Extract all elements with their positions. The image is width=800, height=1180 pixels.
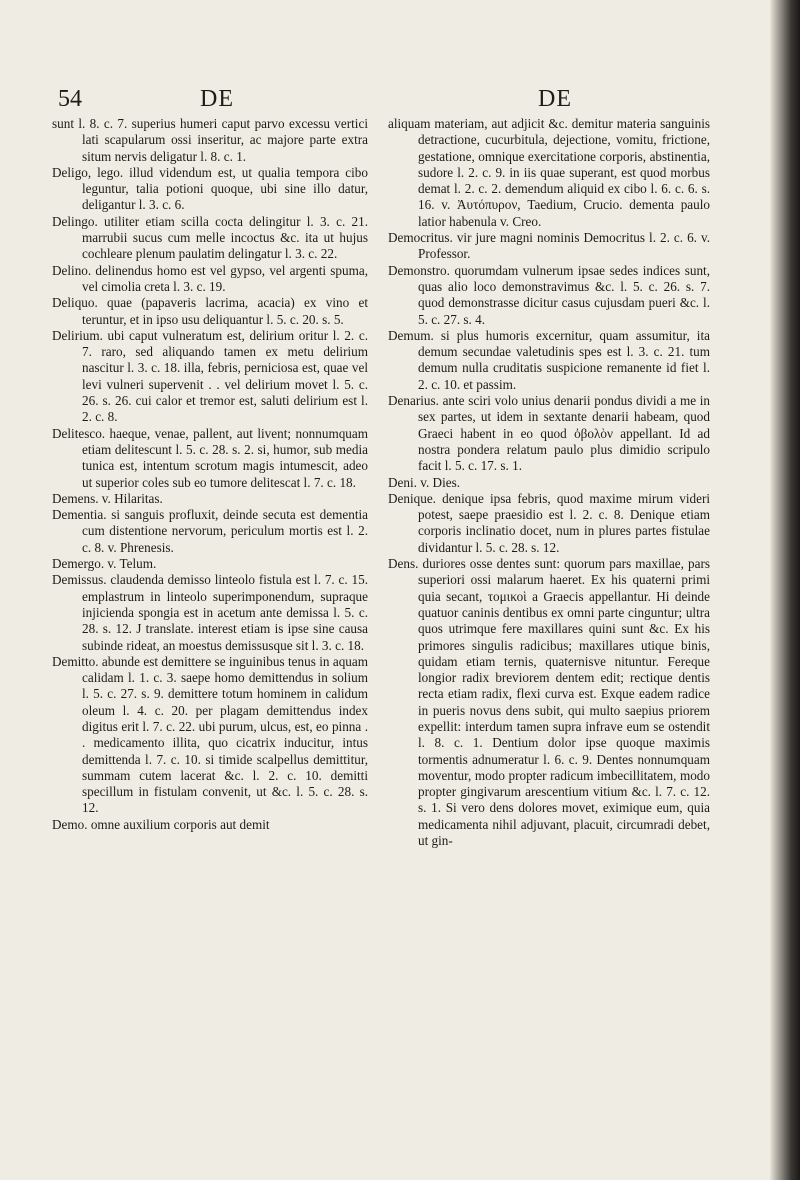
entry-deni: Deni. v. Dies. bbox=[388, 474, 461, 490]
page-number: 54 bbox=[58, 86, 82, 112]
left-column bbox=[52, 116, 368, 833]
entry-deligo: Deligo, lego. illud videndum est, ut qualia tempora cibo leguntur, talia potioni quoque, ubi sine illo datur, deligantur l. 3. c. 6. bbox=[52, 164, 368, 213]
entry-continuation: sunt l. 8. c. 7. superius humeri caput parvo excessu vertici lati scapularum ossi inseritur, ac majore parte extra situm nervis deligatur l. 8. c. 1. bbox=[52, 116, 368, 164]
entry-demissus: Demissus. claudenda demisso linteolo fistula est l. 7. c. 15. emplastrum in linteolo superimponendum, supraque injicienda spongia est in acetum ante demissa l. 5. c. 28. s. 12. J translate. interest etiam is ipse sine causa subinde rideat, an moestus demissusque sit l. 3. c. 18. bbox=[52, 572, 368, 653]
entry-demitto: Demitto. abunde est demittere se inguinibus tenus in aquam calidam l. 1. c. 3. saepe homo demittendus in solium l. 5. c. 27. s. 9. demittere totum hominem in calidum oleum l. 4. c. 20. per plagam demittendus index digitus erit l. 7. c. 22. ubi purum, ulcus, est, eo pinna . . medicamento illita, quo cicatrix inducitur, intus demittenda l. 7. c. 10. si timide scalpellus demittitur, summam cutem lacerat &c. l. 2. c. 10. demitti specillum in fistulam convenit, ut &c. l. 5. c. 28. s. 12. bbox=[52, 653, 368, 816]
entry-demum: Demum. si plus humoris excernitur, quam assumitur, ita demum secundae valetudinis spes est l. 3. c. 21. tum demum nulla cruditatis suspicione remanente id fiet l. 2. c. 10. et passim. bbox=[388, 327, 710, 392]
entry-delino: Delino. delinendus homo est vel gypso, vel argenti spuma, vel cimolia creta l. 3. c. 19. bbox=[52, 262, 368, 294]
entry-delitesco: Delitesco. haeque, venae, pallent, aut livent; nonnumquam etiam delitescunt l. 5. c. 28. s. 2. si, humor, sub media tunica est, intentum scrotum magis intumescit, adeo ut superior coles sub eo tumore delitescat l. 7. c. 18. bbox=[52, 425, 368, 490]
entry-delingo: Delingo. utiliter etiam scilla cocta delingitur l. 3. c. 21. marrubii sucus cum melle incoctus &c. ita ut hujus cochleare plenum paulatim delingatur l. 3. c. 22. bbox=[52, 213, 368, 262]
entry-dens: Dens. duriores osse dentes sunt: quorum pars maxillae, pars superiori ossi malarum haeret. Ex his quaterni primi quia secant, τομικοὶ a Graecis appellantur. Hi deinde quatuor caninis dentibus ex omni parte cinguntur; ultra quos utrimque fere maxillares quini sunt &c. Ex his primores singulis radicibus; maxillares utique binis, quidam etiam ternis, quaternisve nituntur. Fereque longior radix breviorem dentem edit; rectique dentis recta etiam radix, flexi curva est. Exque eadem radice in pueris novus dens subit, qui multo saepius priorem expellit: interdum tamen supra infrave eum se ostendit l. 8. c. 1. Dentium dolor ipse quoque maximis tormentis adnumeratur l. 6. c. 9. Dentes nonnumquam moventur, modo propter radicum imbecillitatem, modo propter gingivarum arescentium vitium &c. l. 7. c. 12. s. 1. Si vero dens dolores movet, eximique eum, quia medicamenta nihil adjuvant, placuit, circumradi debet, ut gin- bbox=[388, 556, 710, 849]
entry-denique: Denique. denique ipsa febris, quod maxime mirum videri potest, saepe praesidio est l. 2. c. 8. Denique etiam corporis inclinatio docet, num in plures partes fistulae dividantur l. 5. c. 28. s. 12. bbox=[388, 490, 710, 555]
entry-demens: Demens. v. Hilaritas. bbox=[52, 490, 163, 506]
running-head-left: DE bbox=[200, 86, 234, 112]
entry-continuation: aliquam materiam, aut adjicit &c. demitur materia sanguinis detractione, cucurbitula, dejectione, vomitu, frictione, gestatione, omnique exercitatione corporis, abstinentia, sudore l. 2. c. 9. in iis quae superant, est quod morbus demat l. 2. c. 2. demendum aliquid ex cibo l. 6. c. 6. s. 16. v. Ἀυτόπυρον, Taedium, Crucio. dementa paulo latior habenula v. Creo. bbox=[388, 116, 710, 229]
entry-democritus: Democritus. vir jure magni nominis Democritus l. 2. c. 6. v. Professor. bbox=[388, 230, 710, 262]
entry-demonstro: Demonstro. quorumdam vulnerum ipsae sedes indices sunt, quas alio loco demonstravimus &c. l. 5. c. 26. s. 7. quod demonstrasse dicitur casus cujusdam pueri &c. l. 5. c. 27. s. 4. bbox=[388, 262, 710, 327]
page-edge-shadow bbox=[770, 0, 800, 1180]
entry-deliquo: Deliquo. quae (papaveris lacrima, acacia) ex vino et teruntur, et in ipso usu deliquantur l. 5. c. 20. s. 5. bbox=[52, 295, 368, 327]
entry-dementia: Dementia. si sanguis profluxit, deinde secuta est dementia cum distentione nervorum, periculum mortis est l. 2. c. 8. v. Phrenesis. bbox=[52, 507, 368, 555]
running-head-right: DE bbox=[538, 86, 572, 112]
entry-demo: Demo. omne auxilium corporis aut demit bbox=[52, 816, 270, 832]
entry-denarius: Denarius. ante sciri volo unius denarii pondus dividi a me in sex partes, ut idem in sextante denarii habeam, quod Graeci habent in eo quod ὀβολὸν appellant. Id ad nostra pondera relatum paulo plus dimidio scripulo facit l. 5. c. 17. s. 1. bbox=[388, 393, 710, 474]
right-column bbox=[388, 116, 710, 849]
entry-demergo: Demergo. v. Telum. bbox=[52, 556, 157, 572]
entry-delirium: Delirium. ubi caput vulneratum est, delirium oritur l. 2. c. 7. raro, sed aliquando tamen ex metu delirium nascitur l. 3. c. 18. illa, febris, perniciosa est, quae vel levi vulneri supervenit . . vel delirium movet l. 5. c. 26. s. 26. cui calor et tremor est, saluti delirium est l. 2. c. 8. bbox=[52, 327, 368, 425]
